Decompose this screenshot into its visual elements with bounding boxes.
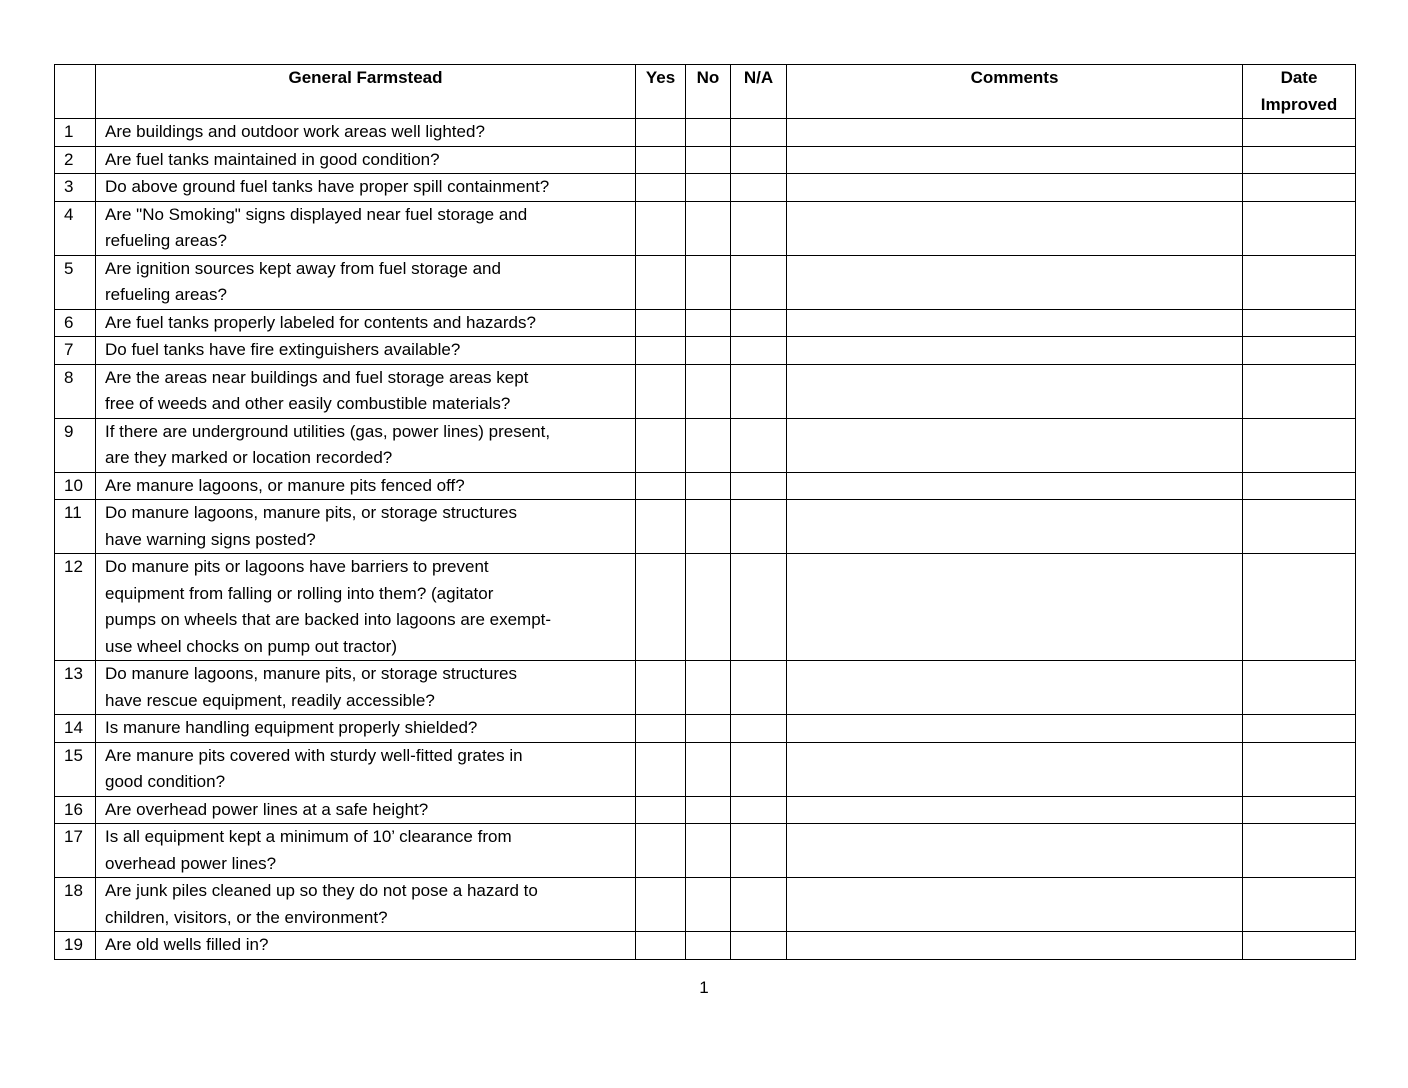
yes-cell[interactable]	[636, 337, 686, 365]
table-row	[55, 554, 1356, 661]
date-improved-cell[interactable]	[1243, 715, 1356, 743]
date-improved-cell[interactable]	[1243, 201, 1356, 255]
question-text: Do above ground fuel tanks have proper spill containment?	[96, 174, 636, 202]
table-row	[55, 418, 1356, 472]
comments-cell[interactable]	[787, 715, 1243, 743]
row-number: 2	[55, 146, 96, 174]
question-text: Are "No Smoking" signs displayed near fuel storage and refueling areas?	[96, 201, 636, 255]
comments-cell[interactable]	[787, 255, 1243, 309]
question-text: If there are underground utilities (gas, power lines) present, are they marked or location recorded?	[96, 418, 636, 472]
row-number: 6	[55, 309, 96, 337]
table-row	[55, 364, 1356, 418]
na-cell[interactable]	[731, 796, 787, 824]
no-cell[interactable]	[686, 500, 731, 554]
no-cell[interactable]	[686, 796, 731, 824]
na-cell[interactable]	[731, 201, 787, 255]
comments-cell[interactable]	[787, 418, 1243, 472]
question-text: Are fuel tanks properly labeled for contents and hazards?	[96, 309, 636, 337]
date-improved-cell[interactable]	[1243, 309, 1356, 337]
yes-cell[interactable]	[636, 554, 686, 661]
question-text: Are buildings and outdoor work areas well lighted?	[96, 119, 636, 147]
table-row	[55, 119, 1356, 147]
na-cell[interactable]	[731, 932, 787, 960]
question-text: Do manure lagoons, manure pits, or storage structures have rescue equipment, readily accessible?	[96, 661, 636, 715]
yes-cell[interactable]	[636, 472, 686, 500]
date-improved-cell[interactable]	[1243, 255, 1356, 309]
no-cell[interactable]	[686, 554, 731, 661]
date-improved-cell[interactable]	[1243, 554, 1356, 661]
yes-cell[interactable]	[636, 255, 686, 309]
date-improved-cell[interactable]	[1243, 500, 1356, 554]
comments-cell[interactable]	[787, 201, 1243, 255]
na-cell[interactable]	[731, 119, 787, 147]
na-cell[interactable]	[731, 554, 787, 661]
yes-cell[interactable]	[636, 932, 686, 960]
na-cell[interactable]	[731, 715, 787, 743]
table-row	[55, 201, 1356, 255]
no-cell[interactable]	[686, 309, 731, 337]
header-yes: Yes	[636, 65, 686, 119]
row-number: 12	[55, 554, 96, 661]
comments-cell[interactable]	[787, 337, 1243, 365]
no-cell[interactable]	[686, 146, 731, 174]
question-text: Are overhead power lines at a safe height?	[96, 796, 636, 824]
no-cell[interactable]	[686, 418, 731, 472]
na-cell[interactable]	[731, 174, 787, 202]
row-number: 14	[55, 715, 96, 743]
yes-cell[interactable]	[636, 742, 686, 796]
question-text: Are the areas near buildings and fuel storage areas kept free of weeds and other easily combustible materials?	[96, 364, 636, 418]
comments-cell[interactable]	[787, 554, 1243, 661]
yes-cell[interactable]	[636, 309, 686, 337]
table-row	[55, 661, 1356, 715]
na-cell[interactable]	[731, 418, 787, 472]
table-row	[55, 715, 1356, 743]
header-row	[55, 65, 1356, 119]
date-improved-cell[interactable]	[1243, 824, 1356, 878]
header-na: N/A	[731, 65, 787, 119]
question-text: Are old wells filled in?	[96, 932, 636, 960]
header-date-improved: Date Improved	[1243, 65, 1356, 119]
na-cell[interactable]	[731, 255, 787, 309]
question-text: Are ignition sources kept away from fuel storage and refueling areas?	[96, 255, 636, 309]
na-cell[interactable]	[731, 661, 787, 715]
table-row	[55, 796, 1356, 824]
no-cell[interactable]	[686, 932, 731, 960]
row-number: 18	[55, 878, 96, 932]
table-row	[55, 824, 1356, 878]
no-cell[interactable]	[686, 472, 731, 500]
table-row	[55, 174, 1356, 202]
no-cell[interactable]	[686, 742, 731, 796]
header-no: No	[686, 65, 731, 119]
yes-cell[interactable]	[636, 661, 686, 715]
comments-cell[interactable]	[787, 119, 1243, 147]
table-row	[55, 500, 1356, 554]
date-improved-cell[interactable]	[1243, 418, 1356, 472]
yes-cell[interactable]	[636, 364, 686, 418]
row-number: 10	[55, 472, 96, 500]
yes-cell[interactable]	[636, 119, 686, 147]
yes-cell[interactable]	[636, 174, 686, 202]
date-improved-cell[interactable]	[1243, 119, 1356, 147]
header-general-farmstead: General Farmstead	[96, 65, 636, 119]
date-improved-cell[interactable]	[1243, 364, 1356, 418]
yes-cell[interactable]	[636, 500, 686, 554]
na-cell[interactable]	[731, 500, 787, 554]
comments-cell[interactable]	[787, 174, 1243, 202]
date-improved-cell[interactable]	[1243, 472, 1356, 500]
date-improved-cell[interactable]	[1243, 146, 1356, 174]
row-number: 19	[55, 932, 96, 960]
no-cell[interactable]	[686, 878, 731, 932]
question-text: Do fuel tanks have fire extinguishers available?	[96, 337, 636, 365]
header-comments: Comments	[787, 65, 1243, 119]
comments-cell[interactable]	[787, 932, 1243, 960]
yes-cell[interactable]	[636, 878, 686, 932]
row-number: 5	[55, 255, 96, 309]
row-number: 15	[55, 742, 96, 796]
no-cell[interactable]	[686, 661, 731, 715]
no-cell[interactable]	[686, 364, 731, 418]
na-cell[interactable]	[731, 472, 787, 500]
comments-cell[interactable]	[787, 796, 1243, 824]
table-row	[55, 309, 1356, 337]
no-cell[interactable]	[686, 119, 731, 147]
table-row	[55, 255, 1356, 309]
row-number: 1	[55, 119, 96, 147]
no-cell[interactable]	[686, 824, 731, 878]
date-improved-cell[interactable]	[1243, 174, 1356, 202]
na-cell[interactable]	[731, 364, 787, 418]
question-text: Is all equipment kept a minimum of 10’ clearance from overhead power lines?	[96, 824, 636, 878]
question-text: Do manure pits or lagoons have barriers to prevent equipment from falling or rolling into them? (agitator pumps on wheels that are backed into lagoons are exempt- use wheel chocks on pump out tractor)	[96, 554, 636, 661]
na-cell[interactable]	[731, 337, 787, 365]
table-row	[55, 337, 1356, 365]
question-text: Is manure handling equipment properly shielded?	[96, 715, 636, 743]
question-text: Are junk piles cleaned up so they do not pose a hazard to children, visitors, or the environment?	[96, 878, 636, 932]
header-number	[55, 65, 96, 119]
yes-cell[interactable]	[636, 796, 686, 824]
row-number: 9	[55, 418, 96, 472]
row-number: 17	[55, 824, 96, 878]
page-number: 1	[699, 978, 709, 997]
farmstead-checklist-table	[54, 64, 1356, 960]
question-text: Are fuel tanks maintained in good condition?	[96, 146, 636, 174]
table-row	[55, 472, 1356, 500]
comments-cell[interactable]	[787, 878, 1243, 932]
no-cell[interactable]	[686, 715, 731, 743]
row-number: 11	[55, 500, 96, 554]
date-improved-cell[interactable]	[1243, 932, 1356, 960]
table-row	[55, 146, 1356, 174]
na-cell[interactable]	[731, 146, 787, 174]
yes-cell[interactable]	[636, 715, 686, 743]
date-improved-cell[interactable]	[1243, 878, 1356, 932]
comments-cell[interactable]	[787, 472, 1243, 500]
comments-cell[interactable]	[787, 500, 1243, 554]
comments-cell[interactable]	[787, 742, 1243, 796]
question-text: Are manure lagoons, or manure pits fenced off?	[96, 472, 636, 500]
no-cell[interactable]	[686, 201, 731, 255]
date-improved-cell[interactable]	[1243, 661, 1356, 715]
row-number: 8	[55, 364, 96, 418]
date-improved-cell[interactable]	[1243, 337, 1356, 365]
na-cell[interactable]	[731, 824, 787, 878]
na-cell[interactable]	[731, 878, 787, 932]
row-number: 4	[55, 201, 96, 255]
no-cell[interactable]	[686, 255, 731, 309]
question-text: Do manure lagoons, manure pits, or storage structures have warning signs posted?	[96, 500, 636, 554]
na-cell[interactable]	[731, 742, 787, 796]
table-row	[55, 878, 1356, 932]
row-number: 16	[55, 796, 96, 824]
no-cell[interactable]	[686, 337, 731, 365]
na-cell[interactable]	[731, 309, 787, 337]
table-row	[55, 932, 1356, 960]
yes-cell[interactable]	[636, 201, 686, 255]
date-improved-cell[interactable]	[1243, 742, 1356, 796]
comments-cell[interactable]	[787, 661, 1243, 715]
yes-cell[interactable]	[636, 418, 686, 472]
comments-cell[interactable]	[787, 146, 1243, 174]
row-number: 13	[55, 661, 96, 715]
comments-cell[interactable]	[787, 824, 1243, 878]
no-cell[interactable]	[686, 174, 731, 202]
yes-cell[interactable]	[636, 824, 686, 878]
comments-cell[interactable]	[787, 309, 1243, 337]
yes-cell[interactable]	[636, 146, 686, 174]
row-number: 7	[55, 337, 96, 365]
question-text: Are manure pits covered with sturdy well-fitted grates in good condition?	[96, 742, 636, 796]
date-improved-cell[interactable]	[1243, 796, 1356, 824]
table-row	[55, 742, 1356, 796]
comments-cell[interactable]	[787, 364, 1243, 418]
row-number: 3	[55, 174, 96, 202]
